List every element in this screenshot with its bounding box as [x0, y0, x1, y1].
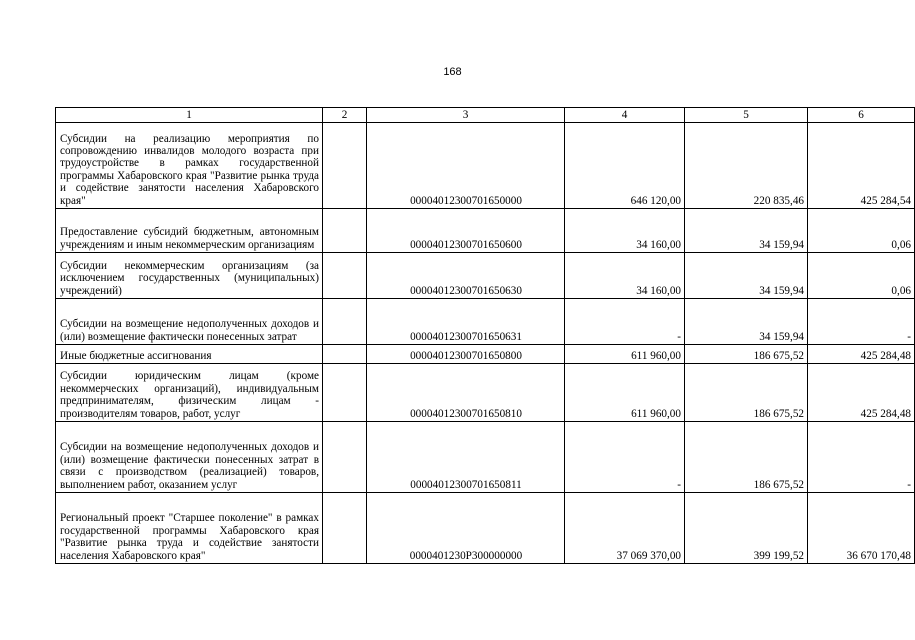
row-code: 00004012300701650600: [367, 209, 565, 253]
row-code: 00004012300701650630: [367, 253, 565, 299]
row-col2: [323, 345, 367, 364]
row-col2: [323, 493, 367, 564]
column-header: 3: [367, 108, 565, 123]
row-col2: [323, 209, 367, 253]
row-value-6: 0,06: [808, 209, 915, 253]
row-value-4: -: [565, 422, 685, 493]
table-row: [56, 422, 915, 493]
row-col2: [323, 299, 367, 345]
row-name: Иные бюджетные ассигнования: [56, 345, 323, 364]
row-name: Предоставление субсидий бюджетным, автономным учреждениям и иным некоммерческим организациям: [56, 209, 323, 253]
row-name: Региональный проект "Старшее поколение" в рамках государственной программы Хабаровского края "Развитие рынка труда и содействие занятости населения Хабаровского края": [56, 493, 323, 564]
row-name: Субсидии на возмещение недополученных доходов и (или) возмещение фактически понесенных затрат в связи с производством (реализацией) товаров, выполнением работ, оказанием услуг: [56, 422, 323, 493]
row-value-4: 611 960,00: [565, 345, 685, 364]
row-code: 00004012300701650000: [367, 123, 565, 209]
budget-table: [55, 107, 915, 564]
table-row: [56, 493, 915, 564]
row-code: 00004012300701650800: [367, 345, 565, 364]
row-value-4: 37 069 370,00: [565, 493, 685, 564]
table-row: [56, 253, 915, 299]
column-header: 1: [56, 108, 323, 123]
row-name: Субсидии на реализацию мероприятия по сопровождению инвалидов молодого возраста при трудоустройстве в рамках государственной программы Хабаровского края "Развитие рынка труда и содействие занятости населения Хабаровского края": [56, 123, 323, 209]
row-value-5: 34 159,94: [685, 299, 808, 345]
table-row: [56, 299, 915, 345]
header-row: [56, 108, 915, 123]
row-value-5: 399 199,52: [685, 493, 808, 564]
row-col2: [323, 123, 367, 209]
row-col2: [323, 253, 367, 299]
row-value-4: 34 160,00: [565, 209, 685, 253]
column-header: 4: [565, 108, 685, 123]
row-value-6: 425 284,48: [808, 364, 915, 422]
row-value-4: -: [565, 299, 685, 345]
row-value-5: 186 675,52: [685, 422, 808, 493]
column-header: 5: [685, 108, 808, 123]
row-value-5: 34 159,94: [685, 253, 808, 299]
row-value-6: 36 670 170,48: [808, 493, 915, 564]
row-code: 00004012300701650810: [367, 364, 565, 422]
table-row: [56, 209, 915, 253]
row-code: 0000401230P300000000: [367, 493, 565, 564]
row-code: 00004012300701650631: [367, 299, 565, 345]
row-value-6: -: [808, 422, 915, 493]
page-number: 168: [443, 66, 462, 78]
row-col2: [323, 422, 367, 493]
column-header: 2: [323, 108, 367, 123]
row-value-4: 34 160,00: [565, 253, 685, 299]
row-value-5: 186 675,52: [685, 345, 808, 364]
row-value-6: -: [808, 299, 915, 345]
row-value-5: 220 835,46: [685, 123, 808, 209]
row-name: Субсидии юридическим лицам (кроме некоммерческих организаций), индивидуальным предпринимателям, физическим лицам - производителям товаров, работ, услуг: [56, 364, 323, 422]
table-row: [56, 123, 915, 209]
row-value-5: 186 675,52: [685, 364, 808, 422]
table-row: [56, 364, 915, 422]
row-name: Субсидии некоммерческим организациям (за исключением государственных (муниципальных) учреждений): [56, 253, 323, 299]
row-value-6: 425 284,48: [808, 345, 915, 364]
row-name: Субсидии на возмещение недополученных доходов и (или) возмещение фактически понесенных затрат: [56, 299, 323, 345]
row-value-6: 425 284,54: [808, 123, 915, 209]
row-value-5: 34 159,94: [685, 209, 808, 253]
row-col2: [323, 364, 367, 422]
row-value-4: 611 960,00: [565, 364, 685, 422]
table-row: [56, 345, 915, 364]
row-value-4: 646 120,00: [565, 123, 685, 209]
column-header: 6: [808, 108, 915, 123]
row-code: 00004012300701650811: [367, 422, 565, 493]
row-value-6: 0,06: [808, 253, 915, 299]
